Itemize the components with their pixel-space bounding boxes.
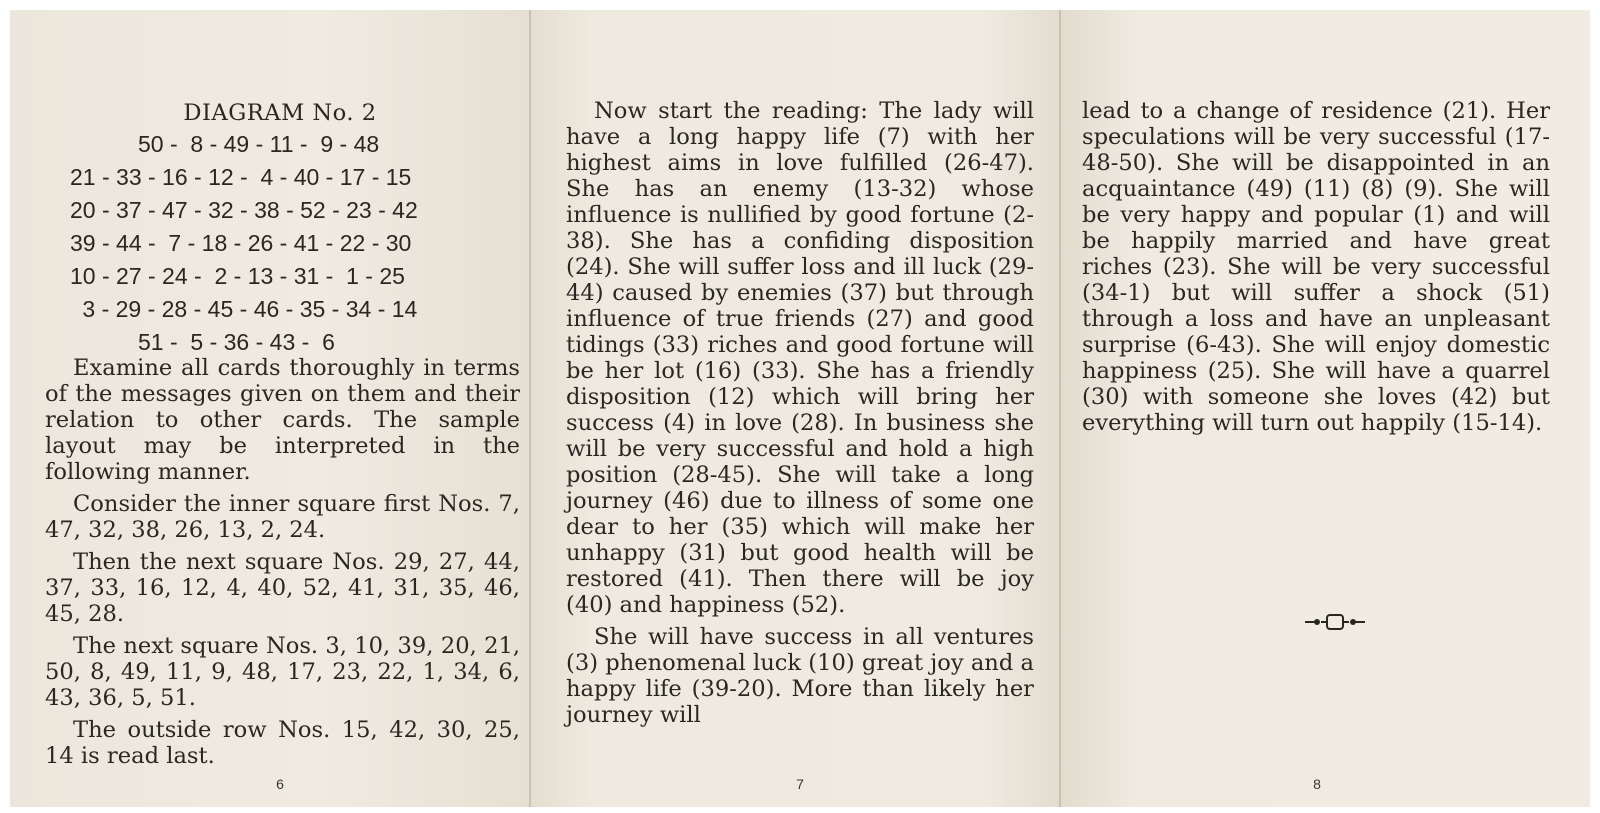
page-fold bbox=[529, 10, 531, 807]
diagram-grid bbox=[70, 128, 510, 359]
diagram-row: 51 - 5 - 36 - 43 - 6 bbox=[138, 329, 335, 355]
diagram-row: 39 - 44 - 7 - 18 - 26 - 41 - 22 - 30 bbox=[70, 230, 412, 256]
diagram-row: 20 - 37 - 47 - 32 - 38 - 52 - 23 - 42 bbox=[70, 197, 418, 223]
page-7-body bbox=[566, 98, 1034, 734]
diagram-title: DIAGRAM No. 2 bbox=[183, 100, 377, 126]
paragraph: lead to a change of residence (21). Her speculations will be very successful (17-48-50). She will be disappointed in an acquaintance (49) (11) (8) (9). She will be very happy and popular (1) and will be happily married and have great riches (23). She will be very successful (34-1) but will suffer a shock (51) through a loss and have an unpleasant surprise (6-43). She will enjoy domestic happiness (25). She will have a quarrel (30) with someone she loves (42) but everything will turn out happily (15-14). bbox=[1082, 98, 1550, 436]
paragraph: Examine all cards thoroughly in terms of the messages given on them and their relation to other cards. The sample layout may be interpreted in the following manner. bbox=[45, 355, 520, 485]
paragraph: She will have success in all ventures (3) phenomenal luck (10) great joy and a happy life (39-20). More than likely her journey will bbox=[566, 624, 1034, 728]
diagram-row: 10 - 27 - 24 - 2 - 13 - 31 - 1 - 25 bbox=[70, 263, 405, 289]
page-6-body bbox=[45, 355, 520, 775]
divider-ornament-icon bbox=[1303, 610, 1367, 634]
page-7 bbox=[530, 10, 1060, 807]
page-8-body bbox=[1082, 98, 1550, 442]
page-8 bbox=[1060, 10, 1590, 807]
diagram-row: 3 - 29 - 28 - 45 - 46 - 35 - 34 - 14 bbox=[76, 296, 418, 322]
paragraph: The next square Nos. 3, 10, 39, 20, 21, 50, 8, 49, 11, 9, 48, 17, 23, 22, 1, 34, 6, 43, 36, 5, 51. bbox=[45, 633, 520, 711]
page-number: 7 bbox=[796, 776, 804, 792]
diagram-row: 50 - 8 - 49 - 11 - 9 - 48 bbox=[138, 131, 380, 157]
page-6 bbox=[10, 10, 530, 807]
paragraph: The outside row Nos. 15, 42, 30, 25, 14 is read last. bbox=[45, 717, 520, 769]
diagram-row: 21 - 33 - 16 - 12 - 4 - 40 - 17 - 15 bbox=[70, 164, 412, 190]
page-fold bbox=[1059, 10, 1061, 807]
paragraph: Then the next square Nos. 29, 27, 44, 37, 33, 16, 12, 4, 40, 52, 41, 31, 35, 46, 45, 28. bbox=[45, 549, 520, 627]
paragraph: Now start the reading: The lady will have a long happy life (7) with her highest aims in love fulfilled (26-47). She has an enemy (13-32) whose influence is nullified by good fortune (2-38). She has a confiding disposition (24). She will suffer loss and ill luck (29-44) caused by enemies (37) but through influence of true friends (27) and good tidings (33) riches and good fortune will be her lot (16) (33). She has a friendly disposition (12) which will bring her success (4) in love (28). In business she will be very successful and hold a high position (28-45). She will take a long journey (46) due to illness of some one dear to her (35) which will make her unhappy (31) but good health will be restored (41). Then there will be joy (40) and happiness (52). bbox=[566, 98, 1034, 618]
page-number: 6 bbox=[276, 776, 284, 792]
page-number: 8 bbox=[1313, 776, 1321, 792]
paragraph: Consider the inner square first Nos. 7, 47, 32, 38, 26, 13, 2, 24. bbox=[45, 491, 520, 543]
